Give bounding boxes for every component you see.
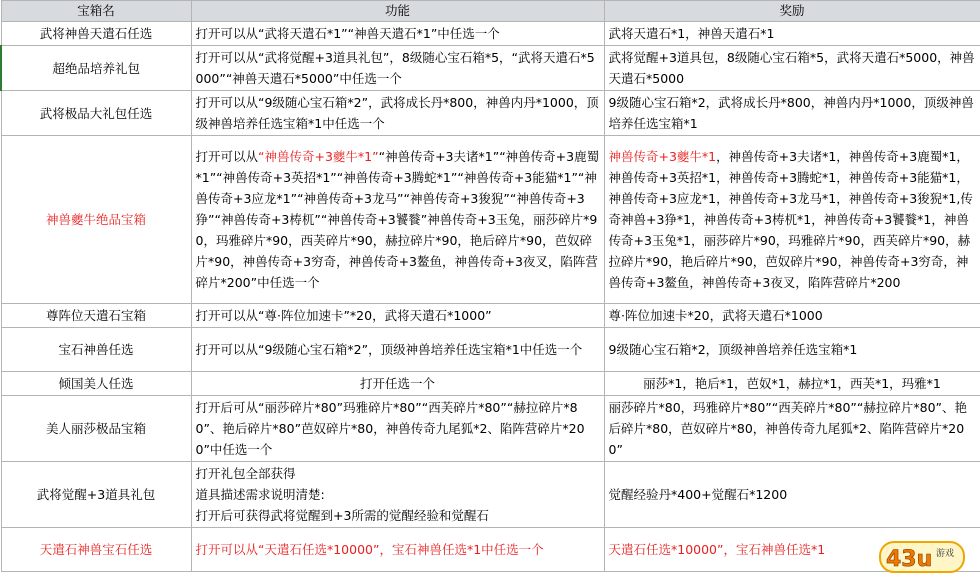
box-function: 打开可以从“天遣石任选*10000”，宝石神兽任选*1中任选一个 xyxy=(191,528,604,572)
table-row xyxy=(1,396,980,462)
box-function xyxy=(191,462,604,528)
box-reward: 天遣石任选*10000”，宝石神兽任选*1 xyxy=(604,528,980,572)
table-row xyxy=(1,328,980,372)
table-row xyxy=(1,22,980,46)
box-reward: 尊·阵位加速卡*20，武将天遣石*1000 xyxy=(604,304,980,328)
box-function: 打开后可从“丽莎碎片*80”玛雅碎片*80”“西芙碎片*80”“赫拉碎片*80”、艳后碎片*80”芭奴碎片*80，神兽传奇九尾狐*2、陷阵营碎片*200”中任选一个 xyxy=(191,396,604,462)
box-function: 打开可以从“武将觉醒+3道具礼包”，8级随心宝石箱*5，“武将天遣石*5000”“神兽天遣石*5000”中任选一个 xyxy=(191,46,604,91)
box-function: 打开可以从“武将天遣石*1”“神兽天遣石*1”中任选一个 xyxy=(191,22,604,46)
box-reward xyxy=(604,136,980,304)
box-reward: 武将天遣石*1，神兽天遣石*1 xyxy=(604,22,980,46)
function-highlight: “神兽传奇+3夔牛*1” xyxy=(258,149,379,164)
logo-small-text: 游戏 xyxy=(936,549,955,559)
header-reward: 奖励 xyxy=(604,1,980,22)
table-row xyxy=(1,46,980,91)
box-function: 打开可以从“9级随心宝石箱*2”，顶级神兽培养任选宝箱*1中任选一个 xyxy=(191,328,604,372)
box-reward: 觉醒经验丹*400+觉醒石*1200 xyxy=(604,462,980,528)
box-name: 天遣石神兽宝石任选 xyxy=(1,528,191,572)
table-row xyxy=(1,372,980,396)
table-row xyxy=(1,91,980,136)
box-function: 打开可以从“尊·阵位加速卡”*20，武将天遣石*1000” xyxy=(191,304,604,328)
box-reward: 9级随心宝石箱*2，顶级神兽培养任选宝箱*1 xyxy=(604,328,980,372)
logo-main-text: 43u xyxy=(886,547,933,572)
box-name: 尊阵位天遣石宝箱 xyxy=(1,304,191,328)
box-reward: 丽莎碎片*80，玛雅碎片*80”“西芙碎片*80”“赫拉碎片*80”、艳后碎片*80，芭奴碎片*80，神兽传奇九尾狐*2、陷阵营碎片*200” xyxy=(604,396,980,462)
header-box-name: 宝箱名 xyxy=(1,1,191,22)
table-row xyxy=(1,304,980,328)
box-name: 武将神兽天遣石任选 xyxy=(1,22,191,46)
function-prefix: 打开可以从 xyxy=(195,149,259,164)
box-function xyxy=(191,136,604,304)
header-function: 功能 xyxy=(191,1,604,22)
function-line: 打开后可获得武将觉醒到+3所需的觉醒经验和觉醒石 xyxy=(195,508,489,523)
table-header-row xyxy=(1,1,980,22)
box-reward: 丽莎*1，艳后*1，芭奴*1，赫拉*1，西芙*1，玛雅*1 xyxy=(604,372,980,396)
reward-highlight: 神兽传奇+3夔牛*1 xyxy=(608,149,717,164)
box-name: 宝石神兽任选 xyxy=(1,328,191,372)
box-reward: 武将觉醒+3道具包，8级随心宝石箱*5，武将天遣石*5000，神兽天遣石*5000 xyxy=(604,46,980,91)
box-name: 武将极品大礼包任选 xyxy=(1,91,191,136)
box-name: 武将觉醒+3道具礼包 xyxy=(1,462,191,528)
table-row xyxy=(1,136,980,304)
box-function: 打开任选一个 xyxy=(191,372,604,396)
box-name: 美人丽莎极品宝箱 xyxy=(1,396,191,462)
function-rest: “神兽传奇+3夫诸*1”“神兽传奇+3鹿蜀*1”“神兽传奇+3英招*1”“神兽传奇+3腾蛇*1”“神兽传奇+3能猫*1”“神兽传奇+3应龙*1”“神兽传奇+3龙马”“神兽传奇+3狻猊”“神兽传奇+3狰”“神兽传奇+3梼杌”“神兽传奇+3饕餮”神兽传奇+3玉兔，丽莎碎片*90，玛雅碎片*90，西芙碎片*90，赫拉碎片*90，艳后碎片*90，芭奴碎片*90，神兽传奇+3穷奇，神兽传奇+3鳌鱼，神兽传奇+3夜叉，陷阵营碎片*200”中任选一个 xyxy=(195,149,600,290)
box-name: 倾国美人任选 xyxy=(1,372,191,396)
table-row xyxy=(1,528,980,572)
site-logo xyxy=(878,536,966,576)
box-name: 超绝品培养礼包 xyxy=(1,46,191,91)
box-reward: 9级随心宝石箱*2，武将成长丹*800，神兽内丹*1000，顶级神兽培养任选宝箱*1 xyxy=(604,91,980,136)
function-line: 道具描述需求说明清楚: xyxy=(195,487,325,502)
box-function: 打开可以从“9级随心宝石箱*2”，武将成长丹*800，神兽内丹*1000，顶级神兽培养任选宝箱*1中任选一个 xyxy=(191,91,604,136)
reward-rest: ，神兽传奇+3夫诸*1，神兽传奇+3鹿蜀*1，神兽传奇+3英招*1，神兽传奇+3腾蛇*1，神兽传奇+3能猫*1，神兽传奇+3应龙*1，神兽传奇+3龙马*1，神兽传奇+3狻猊*1,传奇神兽+3狰*1，神兽传奇+3梼杌*1，神兽传奇+3饕餮*1，神兽传奇+3玉兔*1，丽莎碎片*90，玛雅碎片*90，西芙碎片*90，赫拉碎片*90，艳后碎片*90，芭奴碎片*90，神兽传奇+3穷奇，神兽传奇+3鳌鱼，神兽传奇+3夜叉，陷阵营碎片*200 xyxy=(608,149,973,290)
function-line: 打开礼包全部获得 xyxy=(195,466,296,481)
box-name: 神兽夔牛绝品宝箱 xyxy=(1,136,191,304)
table-row xyxy=(1,462,980,528)
